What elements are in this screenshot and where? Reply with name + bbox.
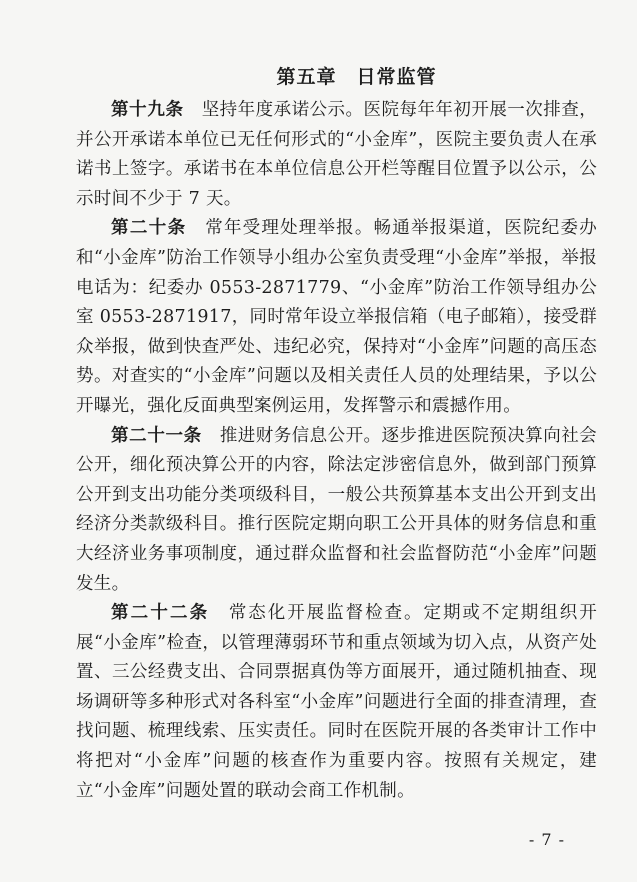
chapter-title: 第五章 日常监管 — [276, 66, 437, 88]
article-number: 第二十二条 — [111, 603, 210, 624]
article-21 — [76, 422, 597, 600]
page-number: - 7 - — [528, 830, 565, 849]
article-text: 坚持年度承诺公示。医院每年年初开展一次排查，并公开承诺本单位已无任何形式的“小金库”，医院主要负责人在承诺书上签字。承诺书在本单位信息公开栏等醒目位置予以公示，公示时间不少于 7 天。 — [76, 100, 597, 209]
article-number: 第二十条 — [111, 218, 187, 239]
article-text: 常年受理处理举报。畅通举报渠道，医院纪委办和“小金库”防治工作领导小组办公室负责受理“小金库”举报，举报电话为：纪委办 0553-2871779、“小金库”防治工作领导组办公室 0553-2871917，同时常年设立举报信箱（电子邮箱），接受群众举报，做到快查严处、违纪必究，保持对“小金库”问题的高压态势。对查实的“小金库”问题以及相关责任人员的处理结果，予以公开曝光，强化反面典型案例运用，发挥警示和震撼作用。 — [76, 218, 597, 416]
article-number: 第十九条 — [111, 100, 184, 120]
article-22 — [76, 599, 597, 806]
article-19 — [76, 96, 597, 214]
article-text: 推进财务信息公开。逐步推进医院预决算向社会公开，细化预决算公开的内容，除法定涉密信息外，做到部门预算公开到支出功能分类项级科目，一般公共预算基本支出公开到支出经济分类款级科目。推行医院定期向职工公开具体的财务信息和重大经济业务事项制度，通过群众监督和社会监督防范“小金库”问题发生。 — [76, 425, 597, 594]
article-20 — [76, 214, 597, 421]
article-text: 常态化开展监督检查。定期或不定期组织开展“小金库”检查，以管理薄弱环节和重点领域为切入点，从资产处置、三公经费支出、合同票据真伪等方面展开，通过随机抽查、现场调研等多种形式对各科室“小金库”问题进行全面的排查清理，查找问题、梳理线索、压实责任。同时在医院开展的各类审计工作中将把对“小金库”问题的核查作为重要内容。按照有关规定，建立“小金库”问题处置的联动会商工作机制。 — [76, 603, 597, 801]
article-number: 第二十一条 — [111, 425, 202, 446]
